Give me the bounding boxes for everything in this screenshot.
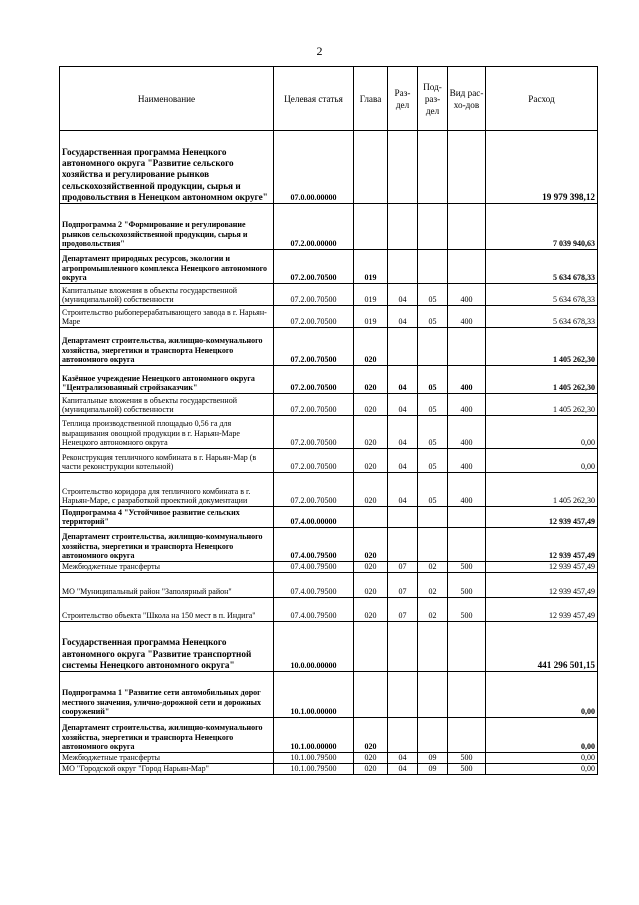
cell-subsection (418, 672, 448, 718)
cell-target: 07.2.00.70500 (274, 416, 354, 449)
cell-section (388, 328, 418, 366)
cell-section: 07 (388, 573, 418, 598)
cell-chapter (354, 622, 388, 672)
cell-target: 07.2.00.70500 (274, 284, 354, 306)
cell-expense-type (448, 250, 486, 284)
table-row (60, 306, 598, 328)
cell-target: 10.1.00.79500 (274, 764, 354, 775)
cell-name: Строительство коридора для тепличного комбината в г. Нарьян-Маре, с разработкой проектной документации (60, 473, 274, 507)
cell-expense-type: 400 (448, 284, 486, 306)
cell-target: 07.2.00.70500 (274, 473, 354, 507)
cell-chapter: 020 (354, 764, 388, 775)
cell-amount: 0,00 (486, 753, 598, 764)
cell-section: 04 (388, 394, 418, 416)
cell-subsection: 09 (418, 764, 448, 775)
cell-name: Департамент строительства, жилищно-коммунального хозяйства, энергетики и транспорта Ненецкого автономного округа (60, 328, 274, 366)
cell-expense-type: 500 (448, 764, 486, 775)
cell-name: Департамент природных ресурсов, экологии и агропромышленного комплекса Ненецкого автономного округа (60, 250, 274, 284)
cell-amount: 12 939 457,49 (486, 562, 598, 573)
cell-target: 10.0.00.00000 (274, 622, 354, 672)
cell-section (388, 204, 418, 250)
cell-section: 04 (388, 284, 418, 306)
cell-amount: 0,00 (486, 449, 598, 473)
table-row (60, 473, 598, 507)
cell-amount: 12 939 457,49 (486, 507, 598, 528)
cell-amount: 0,00 (486, 416, 598, 449)
cell-amount: 1 405 262,30 (486, 473, 598, 507)
header-section: Раз-дел (388, 67, 418, 131)
cell-subsection: 05 (418, 449, 448, 473)
cell-section: 07 (388, 562, 418, 573)
cell-chapter: 020 (354, 366, 388, 394)
cell-target: 10.1.00.79500 (274, 753, 354, 764)
cell-name: Межбюджетные трансферты (60, 753, 274, 764)
cell-chapter: 019 (354, 284, 388, 306)
header-subsection: Под-раз-дел (418, 67, 448, 131)
cell-subsection: 05 (418, 473, 448, 507)
cell-expense-type: 500 (448, 573, 486, 598)
cell-expense-type: 400 (448, 366, 486, 394)
cell-section (388, 718, 418, 753)
cell-subsection: 02 (418, 598, 448, 622)
cell-section: 04 (388, 306, 418, 328)
cell-name: Подпрограмма 4 "Устойчивое развитие сельских территорий" (60, 507, 274, 528)
cell-subsection: 05 (418, 416, 448, 449)
cell-target: 07.2.00.70500 (274, 250, 354, 284)
header-expense-type: Вид рас-хо-дов (448, 67, 486, 131)
cell-chapter: 020 (354, 416, 388, 449)
cell-name: Казённое учреждение Ненецкого автономного округа "Централизованный стройзаказчик" (60, 366, 274, 394)
cell-expense-type (448, 507, 486, 528)
cell-chapter: 020 (354, 473, 388, 507)
cell-target: 07.4.00.00000 (274, 507, 354, 528)
table-row (60, 449, 598, 473)
table-row (60, 131, 598, 204)
cell-subsection (418, 131, 448, 204)
cell-amount: 5 634 678,33 (486, 250, 598, 284)
cell-name: Департамент строительства, жилищно-коммунального хозяйства, энергетики и транспорта Ненецкого автономного округа (60, 718, 274, 753)
header-amount: Расход (486, 67, 598, 131)
table-row (60, 764, 598, 775)
page-number: 2 (316, 44, 323, 58)
table-body (60, 131, 598, 775)
cell-expense-type: 500 (448, 753, 486, 764)
cell-target: 07.2.00.70500 (274, 328, 354, 366)
cell-target: 07.2.00.00000 (274, 204, 354, 250)
cell-amount: 0,00 (486, 718, 598, 753)
table-row (60, 507, 598, 528)
cell-chapter (354, 507, 388, 528)
cell-expense-type: 500 (448, 562, 486, 573)
cell-name: Государственная программа Ненецкого автономного округа "Развитие сельского хозяйства и регулирование рынков сельскохозяйственной продукции, сырья и продовольствия в Ненецком автономном округе" (60, 131, 274, 204)
cell-amount: 1 405 262,30 (486, 394, 598, 416)
cell-amount: 5 634 678,33 (486, 284, 598, 306)
cell-subsection: 02 (418, 562, 448, 573)
cell-amount: 0,00 (486, 764, 598, 775)
cell-name: МО "Муниципальный район "Заполярный район" (60, 573, 274, 598)
cell-chapter (354, 131, 388, 204)
cell-section (388, 131, 418, 204)
table-row (60, 394, 598, 416)
table-row (60, 598, 598, 622)
cell-target: 07.4.00.79500 (274, 528, 354, 562)
table-row (60, 284, 598, 306)
cell-expense-type: 400 (448, 394, 486, 416)
cell-name: Строительство рыбоперерабатывающего завода в г. Нарьян-Маре (60, 306, 274, 328)
cell-chapter: 020 (354, 562, 388, 573)
cell-name: Межбюджетные трансферты (60, 562, 274, 573)
cell-subsection (418, 528, 448, 562)
cell-name: Капитальные вложения в объекты государственной (муниципальной) собственности (60, 394, 274, 416)
cell-chapter: 020 (354, 328, 388, 366)
table-row (60, 672, 598, 718)
cell-expense-type (448, 204, 486, 250)
cell-target: 07.0.00.00000 (274, 131, 354, 204)
cell-amount: 5 634 678,33 (486, 306, 598, 328)
cell-name: Строительство объекта "Школа на 150 мест в п. Индига" (60, 598, 274, 622)
table-row (60, 573, 598, 598)
cell-subsection: 05 (418, 306, 448, 328)
cell-subsection (418, 204, 448, 250)
cell-expense-type: 400 (448, 449, 486, 473)
cell-chapter: 020 (354, 394, 388, 416)
cell-chapter: 020 (354, 598, 388, 622)
cell-amount: 12 939 457,49 (486, 528, 598, 562)
cell-subsection (418, 718, 448, 753)
cell-name: Подпрограмма 2 "Формирование и регулирование рынков сельскохозяйственной продукции, сырья и продовольствия" (60, 204, 274, 250)
cell-target: 10.1.00.00000 (274, 672, 354, 718)
cell-target: 07.2.00.70500 (274, 306, 354, 328)
cell-expense-type (448, 328, 486, 366)
cell-subsection (418, 250, 448, 284)
cell-subsection: 02 (418, 573, 448, 598)
cell-section (388, 672, 418, 718)
cell-target: 07.2.00.70500 (274, 366, 354, 394)
cell-chapter (354, 672, 388, 718)
cell-section: 04 (388, 473, 418, 507)
cell-section: 04 (388, 416, 418, 449)
cell-chapter: 020 (354, 573, 388, 598)
cell-chapter: 019 (354, 306, 388, 328)
cell-amount: 1 405 262,30 (486, 366, 598, 394)
cell-name: Теплица производственной площадью 0,56 га для выращивания овощной продукции в г. Нарьян-Маре Ненецкого автономного округа (60, 416, 274, 449)
table-row (60, 416, 598, 449)
cell-subsection: 05 (418, 366, 448, 394)
cell-name: Государственная программа Ненецкого автономного округа "Развитие транспортной системы Ненецкого автономного округа" (60, 622, 274, 672)
table-row (60, 622, 598, 672)
budget-table (59, 66, 598, 775)
table-row (60, 250, 598, 284)
cell-subsection: 05 (418, 284, 448, 306)
cell-subsection (418, 622, 448, 672)
header-name: Наименование (60, 67, 274, 131)
table-row (60, 528, 598, 562)
cell-expense-type (448, 672, 486, 718)
table-row (60, 718, 598, 753)
cell-chapter: 019 (354, 250, 388, 284)
cell-section (388, 250, 418, 284)
cell-target: 07.4.00.79500 (274, 598, 354, 622)
cell-expense-type (448, 718, 486, 753)
table-row (60, 328, 598, 366)
header-target: Целевая статья (274, 67, 354, 131)
table-row (60, 753, 598, 764)
cell-amount: 12 939 457,49 (486, 573, 598, 598)
cell-section (388, 622, 418, 672)
cell-expense-type: 400 (448, 416, 486, 449)
table-row (60, 366, 598, 394)
cell-chapter: 020 (354, 449, 388, 473)
cell-section (388, 507, 418, 528)
cell-name: Департамент строительства, жилищно-коммунального хозяйства, энергетики и транспорта Ненецкого автономного округа (60, 528, 274, 562)
cell-amount: 1 405 262,30 (486, 328, 598, 366)
cell-target: 07.4.00.79500 (274, 573, 354, 598)
cell-target: 07.4.00.79500 (274, 562, 354, 573)
cell-target: 10.1.00.00000 (274, 718, 354, 753)
cell-chapter (354, 204, 388, 250)
cell-section: 04 (388, 366, 418, 394)
cell-subsection: 05 (418, 394, 448, 416)
cell-amount: 19 979 398,12 (486, 131, 598, 204)
table-header-row (60, 67, 598, 131)
cell-name: Подпрограмма 1 "Развитие сети автомобильных дорог местного значения, улично-дорожной сети и дорожных сооружений" (60, 672, 274, 718)
cell-target: 07.2.00.70500 (274, 394, 354, 416)
cell-section (388, 528, 418, 562)
cell-subsection: 09 (418, 753, 448, 764)
cell-name: Капитальные вложения в объекты государственной (муниципальной) собственности (60, 284, 274, 306)
cell-amount: 0,00 (486, 672, 598, 718)
cell-subsection (418, 507, 448, 528)
cell-name: Реконструкция тепличного комбината в г. Нарьян-Мар (в части реконструкции котельной) (60, 449, 274, 473)
header-chapter: Глава (354, 67, 388, 131)
cell-expense-type: 500 (448, 598, 486, 622)
cell-section: 07 (388, 598, 418, 622)
cell-target: 07.2.00.70500 (274, 449, 354, 473)
cell-name: МО "Городской округ "Город Нарьян-Мар" (60, 764, 274, 775)
cell-section: 04 (388, 764, 418, 775)
cell-chapter: 020 (354, 753, 388, 764)
cell-expense-type (448, 622, 486, 672)
cell-amount: 12 939 457,49 (486, 598, 598, 622)
cell-expense-type (448, 528, 486, 562)
cell-expense-type: 400 (448, 306, 486, 328)
cell-section: 04 (388, 753, 418, 764)
cell-expense-type: 400 (448, 473, 486, 507)
cell-amount: 441 296 501,15 (486, 622, 598, 672)
cell-chapter: 020 (354, 528, 388, 562)
table-row (60, 204, 598, 250)
cell-chapter: 020 (354, 718, 388, 753)
cell-expense-type (448, 131, 486, 204)
cell-subsection (418, 328, 448, 366)
cell-amount: 7 039 940,63 (486, 204, 598, 250)
cell-section: 04 (388, 449, 418, 473)
table-row (60, 562, 598, 573)
